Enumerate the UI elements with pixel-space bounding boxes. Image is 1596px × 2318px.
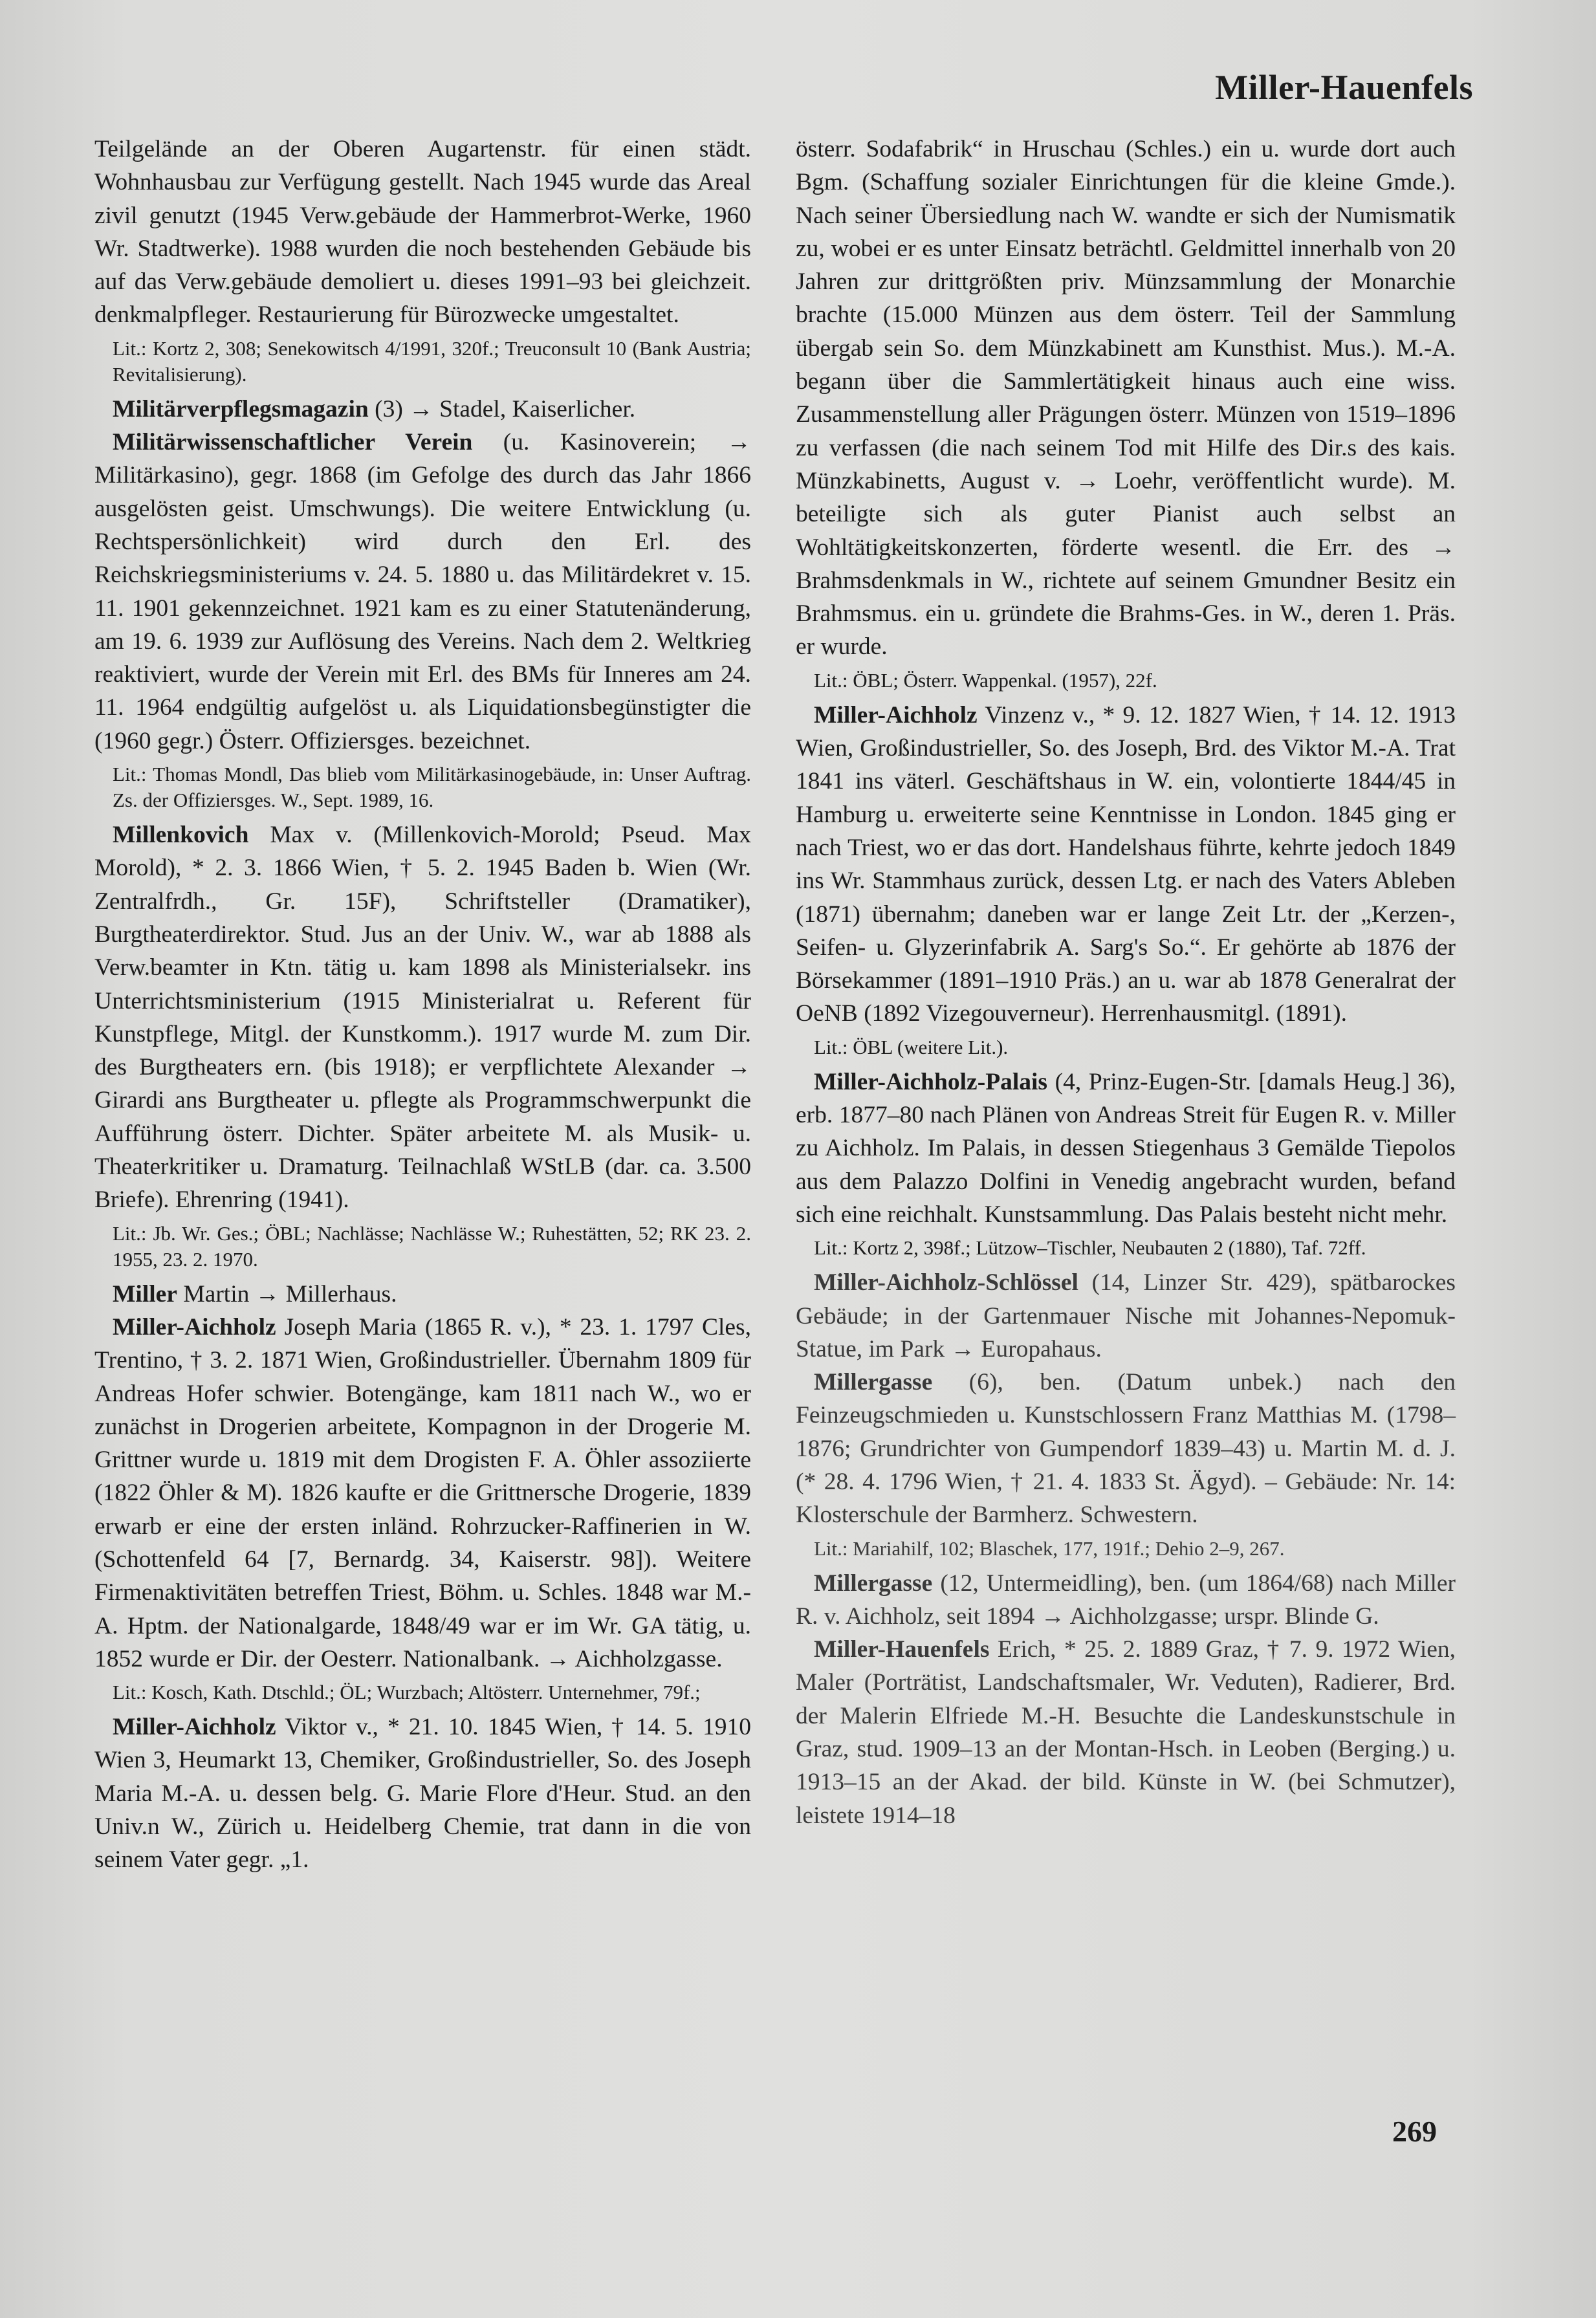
entry-headword: Miller-Aichholz	[814, 701, 978, 728]
lexicon-entry	[796, 699, 1456, 1031]
entry-text: (6), ben. (Datum unbek.) nach den Feinzeugschmieden u. Kunstschlossern Franz Matthias M. (1798–1876; Grundrichter von Gumpendorf 1839–43) u. Martin M. d. J. (* 28. 4. 1796 Wien, † 21. 4. 1833 St. Ägyd). – Gebäude: Nr. 14: Klosterschule der Barmherz. Schwestern.	[796, 1369, 1456, 1529]
literature-reference: Lit.: Jb. Wr. Ges.; ÖBL; Nachlässe; Nachlässe W.; Ruhestätten, 52; RK 23. 2. 1955, 23. 2. 1970.	[113, 1221, 751, 1271]
left-column	[94, 133, 751, 1877]
lexicon-entry	[94, 1311, 751, 1676]
lexicon-entry	[94, 426, 751, 758]
entry-text: (14, Linzer Str. 429), spätbarockes Gebäude; in der Gartenmauer Nische mit Johannes-Nepomuk-Statue, im Park → Europahaus.	[796, 1269, 1456, 1362]
entry-headword: Millenkovich	[113, 822, 249, 849]
lexicon-entry	[796, 1066, 1456, 1231]
right-column	[796, 133, 1456, 1832]
literature-reference: Lit.: Kortz 2, 398f.; Lützow–Tischler, Neubauten 2 (1880), Taf. 72ff.	[814, 1236, 1366, 1260]
lexicon-entry	[94, 818, 751, 1217]
entry-headword: Militärverpflegsmagazin	[113, 395, 369, 422]
entry-text: Max v. (Millenkovich-Morold; Pseud. Max Morold), * 2. 3. 1866 Wien, † 5. 2. 1945 Baden b. Wien (Wr. Zentralfrdh., Gr. 15F), Schriftsteller (Dramatiker), Burgtheaterdirektor. Stud. Jus an der Univ. W., war ab 1888 als Verw.beamter in Ktn. tätig u. kam 1898 als Ministerialsekr. ins Unterrichtsministerium (1915 Ministerialrat u. Referent für Kunstpflege, Mitgl. der Kunstkomm.). 1917 wurde M. zum Dir. des Burgtheaters ern. (bis 1918); er verpflichtete Alexander → Girardi ans Burgtheater u. pflegte als Programmschwerpunkt die Aufführung österr. Dichter. Später arbeitete M. als Musik- u. Theaterkritiker u. Dramaturg. Teilnachlaß WStLB (dar. ca. 3.500 Briefe). Ehrenring (1941).	[94, 822, 752, 1214]
entry-headword: Miller-Hauenfels	[814, 1636, 990, 1663]
lexicon-entry	[94, 1278, 751, 1311]
entry-headword: Miller-Aichholz	[113, 1714, 276, 1741]
lexicon-entry	[94, 393, 751, 426]
entry-headword: Miller	[113, 1280, 177, 1307]
entry-text: (4, Prinz-Eugen-Str. [damals Heug.] 36), erb. 1877–80 nach Plänen von Andreas Streit für Eugen R. v. Miller zu Aichholz. Im Palais, in dessen Stiegenhaus 3 Gemälde Tiepolos aus dem Palazzo Dolfini in Venedig angebracht wurden, befand sich eine reichhalt. Kunstsammlung. Das Palais besteht nicht mehr.	[796, 1068, 1456, 1228]
literature-reference: Lit.: ÖBL (weitere Lit.).	[814, 1035, 1009, 1058]
entry-headword: Millergasse	[814, 1369, 933, 1396]
literature-reference: Lit.: Mariahilf, 102; Blaschek, 177, 191f.; Dehio 2–9, 267.	[814, 1536, 1285, 1560]
entry-headword: Millergasse	[814, 1569, 933, 1597]
continued-entry-text: Teilgelände an der Oberen Augartenstr. für einen städt. Wohnhausbau zur Verfügung gestellt. Nach 1945 wurde das Areal zivil genutzt (1945 Verw.gebäude der Hammerbrot-Werke, 1960 Wr. Stadtwerke). 1988 wurden die noch bestehenden Gebäude bis auf das Verw.gebäude demoliert u. dieses 1991–93 bei gleichzeit. denkmalpfleger. Restaurierung für Bürozwecke umgestaltet.	[94, 136, 751, 329]
entry-text: Erich, * 25. 2. 1889 Graz, † 7. 9. 1972 Wien, Maler (Porträtist, Landschaftsmaler, Wr. Veduten), Radierer, Brd. der Malerin Elfriede M.-H. Besuchte die Landeskunstschule in Graz, stud. 1909–13 an der Montan-Hsch. in Leoben (Berging.) u. 1913–15 an der Akad. der bild. Künste in W. (bei Schmutzer), leistete 1914–18	[796, 1636, 1456, 1829]
entry-text: Viktor v., * 21. 10. 1845 Wien, † 14. 5. 1910 Wien 3, Heumarkt 13, Chemiker, Großindustrieller, So. des Joseph Maria M.-A. u. dessen belg. G. Marie Flore d'Heur. Stud. an den Univ.n W., Zürich u. Heidelberg Chemie, trat dann in die von seinem Vater gegr. „1.	[94, 1714, 751, 1874]
entry-headword: Miller-Aichholz-Schlössel	[814, 1269, 1078, 1296]
entry-text: Martin → Millerhaus.	[183, 1280, 397, 1307]
lexicon-entry	[796, 1366, 1456, 1531]
lexicon-entry	[796, 1266, 1456, 1366]
entry-headword: Militärwissenschaftlicher Verein	[113, 429, 473, 456]
literature-reference: Lit.: Thomas Mondl, Das blieb vom Militärkasinogebäude, in: Unser Auftrag. Zs. der Offiziersges. W., Sept. 1989, 16.	[113, 763, 751, 812]
entry-text: Vinzenz v., * 9. 12. 1827 Wien, † 14. 12. 1913 Wien, Großindustrieller, So. des Joseph, Brd. des Viktor M.-A. Trat 1841 ins väterl. Geschäftshaus in W. ein, volontierte 1844/45 in Hamburg u. erweiterte seine Kenntnisse in London. 1845 ging er nach Triest, wo er das dort. Handelshaus führte, kehrte jedoch 1849 ins Wr. Stammhaus zurück, dessen Ltg. er nach des Vaters Ableben (1871) übernahm; daneben war er lange Zeit Ltr. der „Kerzen-, Seifen- u. Glyzerinfabrik A. Sarg's So.“. Er gehörte ab 1876 der Börsekammer (1891–1910 Präs.) an u. war ab 1878 Generalrat der OeNB (1892 Vizegouverneur). Herrenhausmitgl. (1891).	[796, 701, 1456, 1027]
literature-reference: Lit.: Kosch, Kath. Dtschld.; ÖL; Wurzbach; Altösterr. Unternehmer, 79f.;	[113, 1681, 701, 1704]
lexicon-entry	[94, 1711, 751, 1876]
entry-headword: Miller-Aichholz-Palais	[814, 1068, 1048, 1095]
entry-text: (12, Untermeidling), ben. (um 1864/68) nach Miller R. v. Aichholz, seit 1894 → Aichholzgasse; urspr. Blinde G.	[796, 1569, 1456, 1630]
page-number: 269	[1392, 2115, 1437, 2148]
literature-reference: Lit.: ÖBL; Österr. Wappenkal. (1957), 22f.	[814, 668, 1157, 692]
running-head: Miller-Hauenfels	[1215, 68, 1473, 107]
lexicon-entry	[796, 1633, 1456, 1832]
literature-reference: Lit.: Kortz 2, 308; Senekowitsch 4/1991, 320f.; Treuconsult 10 (Bank Austria; Revitalisierung).	[113, 336, 751, 386]
entry-headword: Miller-Aichholz	[113, 1313, 276, 1340]
entry-text: (u. Kasinoverein; → Militärkasino), gegr. 1868 (im Gefolge des durch das Jahr 1866 ausgelösten geist. Umschwungs). Die weitere Entwicklung (u. Rechtspersönlichkeit) wird durch den Erl. des Reichskriegsministeriums v. 24. 5. 1880 u. das Militärdekret v. 15. 11. 1901 gekennzeichnet. 1921 kam es zu einer Statutenänderung, am 19. 6. 1939 zur Auflösung des Vereins. Nach dem 2. Weltkrieg reaktiviert, wurde der Verein mit Erl. des BMs für Inneres am 24. 11. 1964 endgültig aufgelöst u. als Liquidationsbegünstigter die (1960 gegr.) Österr. Offiziersges. bezeichnet.	[94, 429, 752, 754]
continued-entry-text: österr. Sodafabrik“ in Hruschau (Schles.) ein u. wurde dort auch Bgm. (Schaffung sozialer Einrichtungen für die kleine Gmde.). Nach seiner Übersiedlung nach W. wandte er sich der Numismatik zu, wobei er es unter Einsatz beträchtl. Geldmittel innerhalb von 20 Jahren zur drittgrößten priv. Münzsammlung der Monarchie brachte (15.000 Münzen aus dem österr. Teil der Sammlung übergab sein So. dem Münzkabinett am Kunsthist. Mus.). M.-A. begann über die Sammlertätigkeit hinaus auch eine wiss. Zusammenstellung aller Prägungen österr. Münzen von 1519–1896 zu verfassen (die nach seinem Tod mit Hilfe des Dir.s des kais. Münzkabinetts, August v. → Loehr, veröffentlicht wurde). M. beteiligte sich als guter Pianist auch selbst an Wohltätigkeitskonzerten, förderte wesentl. die Err. des → Brahmsdenkmals in W., richtete auf seinem Gmundner Besitz ein Brahmsmus. ein u. gründete die Brahms-Ges. in W., deren 1. Präs. er wurde.	[796, 136, 1456, 661]
entry-text: (3) → Stadel, Kaiserlicher.	[375, 395, 636, 422]
entry-text: Joseph Maria (1865 R. v.), * 23. 1. 1797 Cles, Trentino, † 3. 2. 1871 Wien, Großindustrieller. Übernahm 1809 für Andreas Hofer schwier. Botengänge, kam 1811 nach W., wo er zunächst in Drogerien arbeitete, Kompagnon in der Drogerie M. Grittner wurde u. 1819 mit dem Drogisten F. A. Öhler assoziierte (1822 Öhler & M). 1826 kaufte er die Grittnersche Drogerie, 1839 erwarb er eine der ersten inländ. Rohrzucker-Raffinerien in W. (Schottenfeld 64 [7, Bernardg. 34, Kaiserstr. 98]). Weitere Firmenaktivitäten betreffen Triest, Böhm. u. Schles. 1848 war M.-A. Hptm. der Nationalgarde, 1848/49 war er im Wr. GA tätig, u. 1852 wurde er Dir. der Oesterr. Nationalbank. → Aichholzgasse.	[94, 1313, 751, 1672]
lexicon-entry	[796, 1567, 1456, 1634]
